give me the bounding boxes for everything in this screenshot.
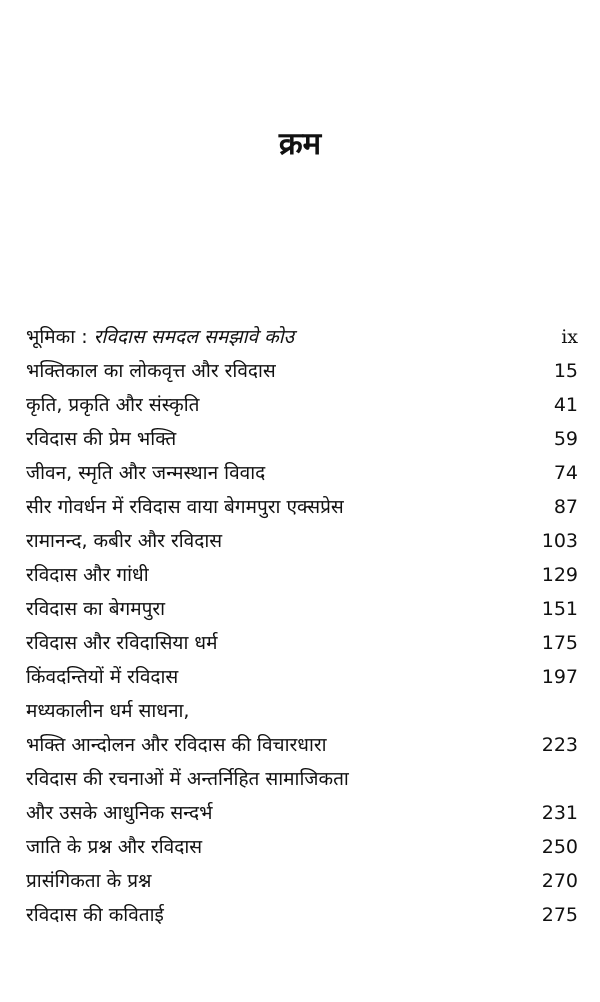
toc-line: [26, 898, 578, 932]
toc-entry[interactable]: [26, 422, 578, 456]
table-of-contents: [26, 320, 578, 932]
toc-line: [26, 762, 578, 796]
toc-page-number: ix: [561, 326, 578, 348]
toc-line: [26, 490, 578, 524]
toc-entry-title: जाति के प्रश्न और रविदास: [26, 836, 203, 858]
toc-entry-title-line1: मध्यकालीन धर्म साधना,: [26, 700, 190, 722]
toc-line: [26, 592, 578, 626]
toc-page-number: 275: [541, 904, 578, 926]
toc-entry[interactable]: [26, 388, 578, 422]
toc-page-number: 231: [541, 802, 578, 824]
toc-entry-title: जीवन, स्मृति और जन्मस्थान विवाद: [26, 462, 266, 484]
toc-entry-title-line2: और उसके आधुनिक सन्दर्भ: [26, 802, 213, 824]
toc-entry[interactable]: [26, 354, 578, 388]
toc-page-number: 129: [541, 564, 578, 586]
toc-entry-title: प्रासंगिकता के प्रश्न: [26, 870, 152, 892]
toc-entry[interactable]: [26, 456, 578, 490]
toc-page-number: 59: [553, 428, 578, 450]
toc-entry[interactable]: [26, 830, 578, 864]
toc-entry[interactable]: [26, 490, 578, 524]
toc-entry-title: रविदास की कविताई: [26, 904, 164, 926]
toc-entry[interactable]: [26, 898, 578, 932]
toc-entry-title: रविदास और गांधी: [26, 564, 149, 586]
toc-page-number: 197: [541, 666, 578, 688]
toc-page-number: 250: [541, 836, 578, 858]
toc-entry-title: रामानन्द, कबीर और रविदास: [26, 530, 223, 552]
toc-line: [26, 728, 578, 762]
toc-entry-title: सीर गोवर्धन में रविदास वाया बेगमपुरा एक्सप्रेस: [26, 496, 344, 518]
toc-page-number: 41: [553, 394, 578, 416]
toc-page-number: 15: [553, 360, 578, 382]
toc-entry-label: भूमिका :: [26, 326, 88, 348]
toc-line: [26, 524, 578, 558]
toc-page-number: 175: [541, 632, 578, 654]
page-title: क्रम: [278, 126, 322, 162]
toc-entry[interactable]: [26, 626, 578, 660]
toc-line: [26, 660, 578, 694]
toc-entry-title-line2: भक्ति आन्दोलन और रविदास की विचारधारा: [26, 734, 327, 756]
toc-line: [26, 320, 578, 354]
toc-entry-title: रविदास का बेगमपुरा: [26, 598, 166, 620]
toc-page-number: 103: [541, 530, 578, 552]
toc-entry[interactable]: [26, 524, 578, 558]
toc-entry-multiline[interactable]: [26, 762, 578, 830]
toc-entry-title: किंवदन्तियों में रविदास: [26, 666, 179, 688]
toc-entry-preface[interactable]: [26, 320, 578, 354]
toc-line: [26, 830, 578, 864]
toc-line: [26, 864, 578, 898]
toc-entry[interactable]: [26, 592, 578, 626]
toc-page-number: 74: [553, 462, 578, 484]
toc-line: [26, 354, 578, 388]
toc-page-number: 87: [553, 496, 578, 518]
toc-page-number: 151: [541, 598, 578, 620]
toc-line: [26, 796, 578, 830]
toc-line: [26, 388, 578, 422]
toc-entry[interactable]: [26, 660, 578, 694]
toc-entry-title: रविदास की प्रेम भक्ति: [26, 428, 177, 450]
toc-entry-title: [26, 320, 294, 354]
toc-line: [26, 558, 578, 592]
toc-entry[interactable]: [26, 864, 578, 898]
toc-line: [26, 626, 578, 660]
toc-entry-title-line1: रविदास की रचनाओं में अन्तर्निहित सामाजिकता: [26, 768, 349, 790]
toc-entry[interactable]: [26, 558, 578, 592]
toc-entry-title: भक्तिकाल का लोकवृत्त और रविदास: [26, 360, 276, 382]
toc-page-number: 270: [541, 870, 578, 892]
toc-entry-multiline[interactable]: [26, 694, 578, 762]
toc-line: [26, 694, 578, 728]
toc-entry-title: कृति, प्रकृति और संस्कृति: [26, 394, 200, 416]
toc-page-number: 223: [541, 734, 578, 756]
toc-line: [26, 456, 578, 490]
toc-entry-title: रविदास और रविदासिया धर्म: [26, 632, 218, 654]
toc-line: [26, 422, 578, 456]
toc-entry-subtitle: रविदास समदल समझावे कोउ: [93, 326, 295, 348]
